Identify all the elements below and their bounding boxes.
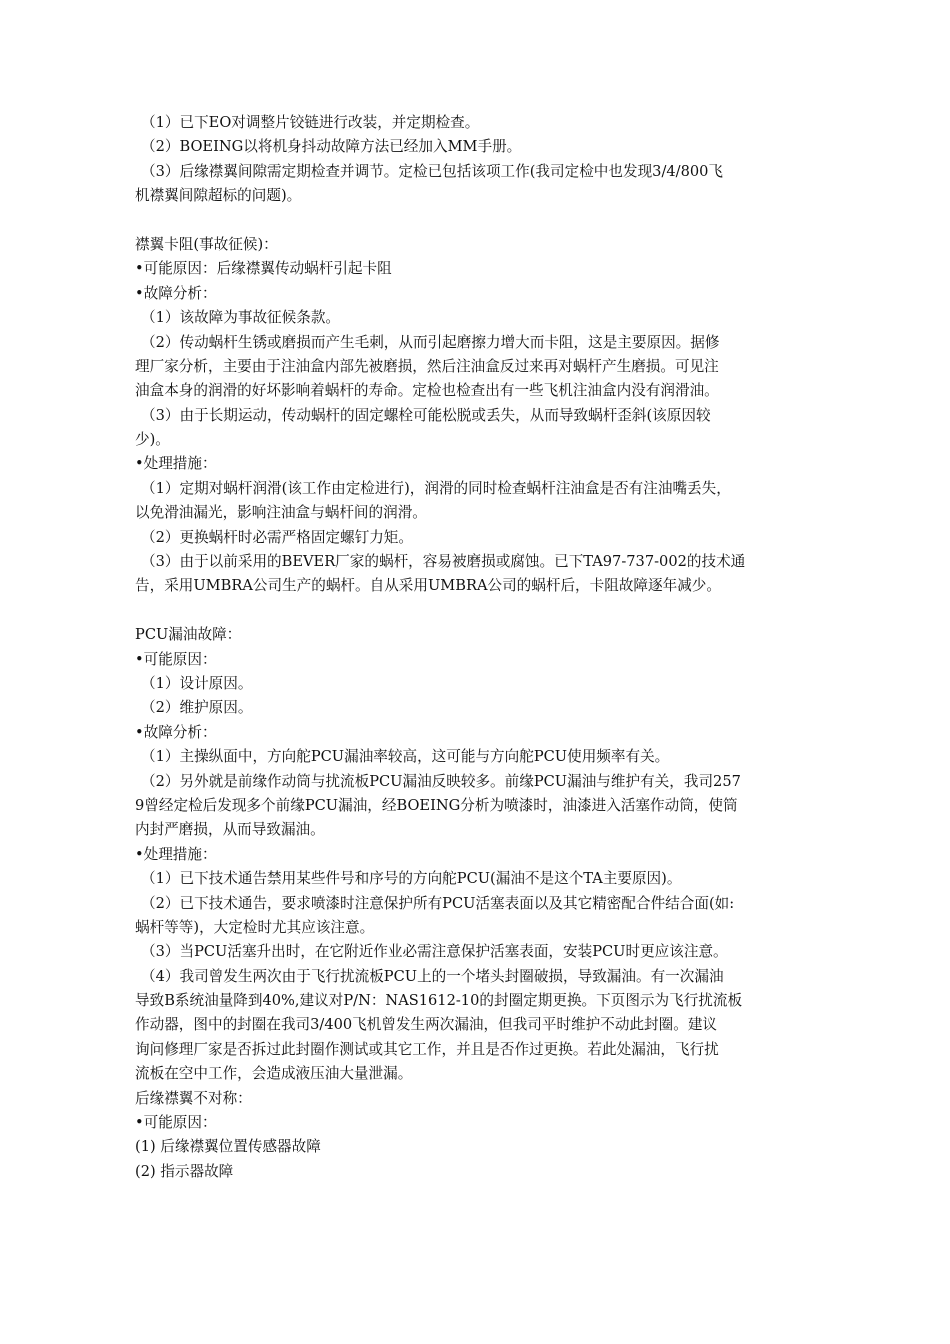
text-line: （2）维护原因。 <box>141 699 253 717</box>
bullet-line: •故障分析： <box>135 284 217 302</box>
paragraph-gap <box>135 209 818 233</box>
text-line: （1）该故障为事故征候条款。 <box>141 309 341 327</box>
text-line: （1）设计原因。 <box>141 674 253 692</box>
text-line: （2）传动蜗杆生锈或磨损而产生毛刺，从而引起磨擦力增大而卡阻，这是主要原因。据修 <box>141 333 720 351</box>
text-line: 告，采用UMBRA公司生产的蜗杆。自从采用UMBRA公司的蜗杆后，卡阻故障逐年减少。 <box>135 577 721 595</box>
section-pcu-leak <box>135 623 818 1086</box>
text-line: 内封严磨损，从而导致漏油。 <box>135 821 325 839</box>
bullet-line: •处理措施： <box>135 455 217 473</box>
text-line: （1）定期对蜗杆润滑(该工作由定检进行)，润滑的同时检查蜗杆注油盒是否有注油嘴丢失， <box>141 479 731 497</box>
section-heading: 后缘襟翼不对称： <box>135 1089 252 1107</box>
text-line: 作动器，图中的封圈在我司3/400飞机曾发生两次漏油，但我司平时维护不动此封圈。建议 <box>135 1016 718 1034</box>
text-line: 油盒本身的润滑的好坏影响着蜗杆的寿命。定检也检查出有一些飞机注油盒内没有润滑油。 <box>135 382 719 400</box>
text-line: 询问修理厂家是否拆过此封圈作测试或其它工作，并且是否作过更换。若此处漏油，飞行扰 <box>135 1040 719 1058</box>
paragraph-gap <box>135 599 818 623</box>
section-flap-asymmetry <box>135 1087 818 1185</box>
text-line: (2) 指示器故障 <box>135 1162 234 1180</box>
text-line: 以免滑油漏光，影响注油盒与蜗杆间的润滑。 <box>135 504 427 522</box>
section-heading: 襟翼卡阻(事故征候)： <box>135 235 278 253</box>
section-intro <box>135 111 818 209</box>
text-line: 理厂家分析，主要由于注油盒内部先被磨损，然后注油盒反过来再对蜗杆产生磨损。可见注 <box>135 357 719 375</box>
text-line: (1) 后缘襟翼位置传感器故障 <box>135 1138 321 1156</box>
text-line: （3）由于长期运动，传动蜗杆的固定螺栓可能松脱或丢失，从而导致蜗杆歪斜(该原因较 <box>141 406 711 424</box>
text-line: （3）当PCU活塞升出时，在它附近作业必需注意保护活塞表面，安装PCU时更应该注意。 <box>141 943 728 961</box>
text-line: （4）我司曾发生两次由于飞行扰流板PCU上的一个堵头封圈破损，导致漏油。有一次漏油 <box>141 967 724 985</box>
text-line: （2）更换蜗杆时必需严格固定螺钉力矩。 <box>141 528 413 546</box>
text-line: 导致B系统油量降到40%,建议对P/N：NAS1612-10的封圈定期更换。下页图示为飞行扰流板 <box>135 992 743 1010</box>
text-line: （2）另外就是前缘作动筒与扰流板PCU漏油反映较多。前缘PCU漏油与维护有关，我司257 <box>141 772 741 790</box>
text-line: （2）BOEING以将机身抖动故障方法已经加入MM手册。 <box>141 138 522 156</box>
text-line: 流板在空中工作，会造成液压油大量泄漏。 <box>135 1065 413 1083</box>
text-line: 9曾经定检后发现多个前缘PCU漏油，经BOEING分析为喷漆时，油漆进入活塞作动筒，使筒 <box>135 796 738 814</box>
text-line: （3）由于以前采用的BEVER厂家的蜗杆，容易被磨损或腐蚀。已下TA97-737-002的技术通 <box>141 553 746 571</box>
section-flap-jam <box>135 233 818 599</box>
bullet-line: •可能原因： <box>135 1114 217 1132</box>
section-heading: PCU漏油故障： <box>135 626 242 644</box>
bullet-line: •处理措施： <box>135 845 217 863</box>
text-line: 少)。 <box>135 431 170 449</box>
text-line: （3）后缘襟翼间隙需定期检查并调节。定检已包括该项工作(我司定检中也发现3/4/800飞 <box>141 162 724 180</box>
bullet-line: •可能原因： <box>135 650 217 668</box>
text-line: （2）已下技术通告，要求喷漆时注意保护所有PCU活塞表面以及其它精密配合件结合面(如: <box>141 894 735 912</box>
text-line: 机襟翼间隙超标的问题)。 <box>135 187 302 205</box>
bullet-line: •可能原因：后缘襟翼传动蜗杆引起卡阻 <box>135 260 392 278</box>
text-line: （1）已下EO对调整片铰链进行改装，并定期检查。 <box>141 114 480 131</box>
text-line: 蜗杆等等)，大定检时尤其应该注意。 <box>135 918 375 936</box>
bullet-line: •故障分析： <box>135 723 217 741</box>
document-page <box>135 111 818 1184</box>
text-line: （1）已下技术通告禁用某些件号和序号的方向舵PCU(漏油不是这个TA主要原因)。 <box>141 870 682 888</box>
text-line: （1）主操纵面中，方向舵PCU漏油率较高，这可能与方向舵PCU使用频率有关。 <box>141 748 670 766</box>
